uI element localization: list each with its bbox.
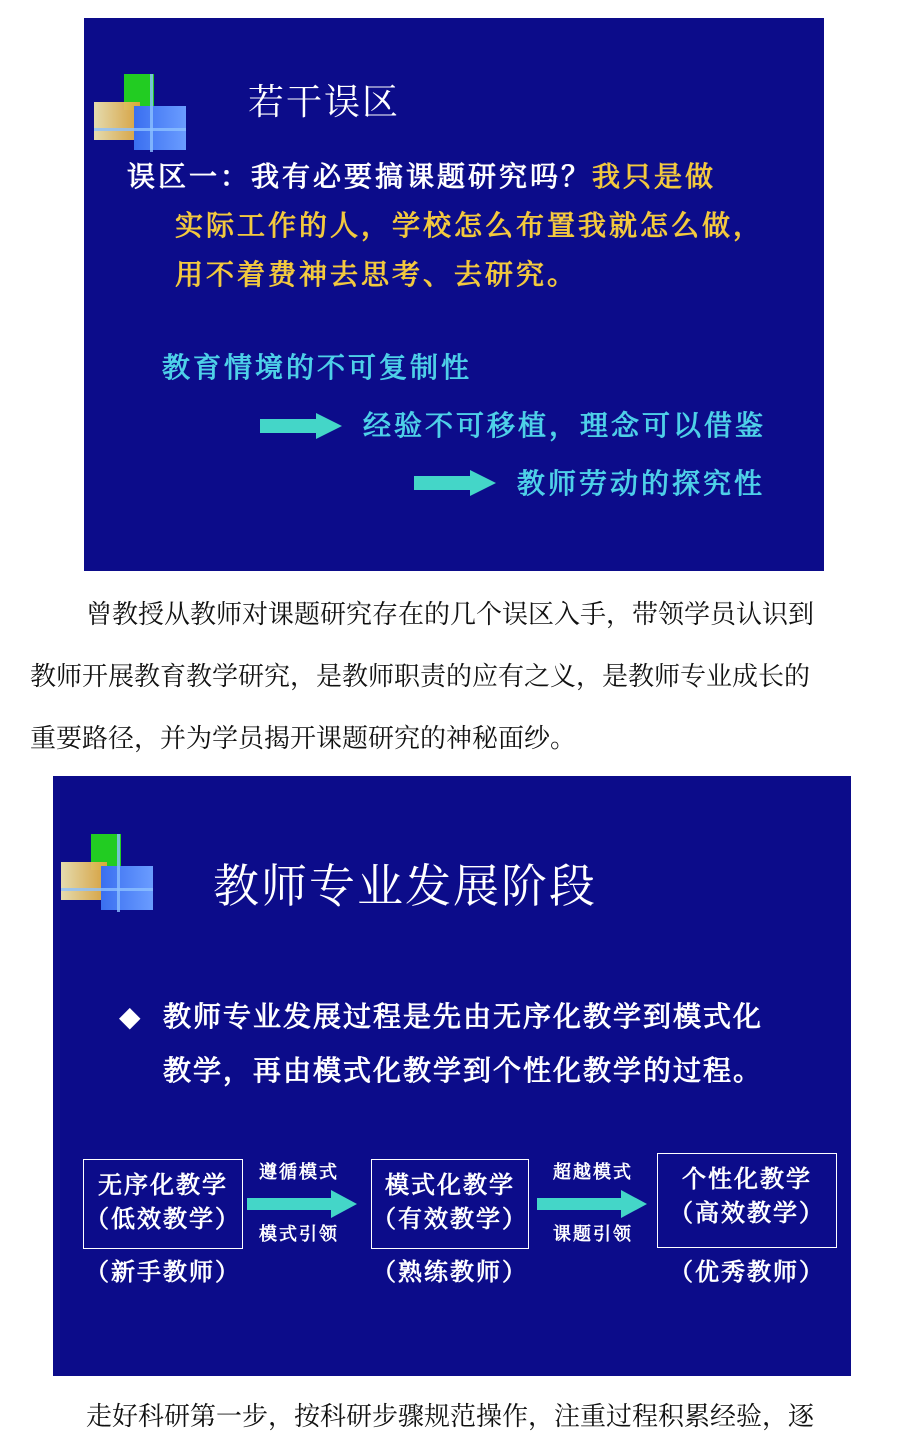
stage-quality: （低效教学） <box>85 1204 241 1233</box>
stage-box-novice <box>83 1159 243 1249</box>
point-arrow-2: 教师劳动的探究性 <box>517 467 766 500</box>
stage-quality: （有效教学） <box>372 1204 528 1233</box>
diamond-bullet-icon: ◆ <box>119 1000 143 1033</box>
right-arrow-icon <box>260 413 342 439</box>
transition-label-bottom: 模式引领 <box>259 1224 339 1245</box>
misconception-text <box>127 152 807 299</box>
stage-role: （新手教师） <box>85 1257 241 1286</box>
slide-title: 教师专业发展阶段 <box>213 859 597 913</box>
right-arrow-icon <box>537 1190 649 1218</box>
stage-box-proficient <box>371 1159 529 1249</box>
misconception-question: 误区一：我有必要搞课题研究吗？ <box>127 160 593 193</box>
right-arrow-icon <box>414 470 496 496</box>
stage-name: 模式化教学 <box>385 1170 515 1199</box>
slide-logo-icon <box>61 834 156 912</box>
paragraph-line: 教师开展教育教学研究，是教师职责的应有之义，是教师专业成长的 <box>30 662 811 692</box>
stage-name: 个性化教学 <box>682 1164 812 1193</box>
slide-title: 若干误区 <box>248 82 401 123</box>
transition-label-bottom: 课题引领 <box>553 1224 633 1245</box>
stage-role: （优秀教师） <box>669 1257 825 1286</box>
paragraph-line: 重要路径，并为学员揭开课题研究的神秘面纱。 <box>30 724 577 754</box>
misconception-answer-3: 用不着费神去思考、去研究。 <box>175 258 579 291</box>
transition-label-top: 遵循模式 <box>259 1162 339 1183</box>
paragraph-line: 曾教授从教师对课题研究存在的几个误区入手，带领学员认识到 <box>86 600 815 630</box>
bullet-line-2: 教学，再由模式化教学到个性化教学的过程。 <box>163 1054 764 1087</box>
stage-box-excellent <box>657 1153 837 1248</box>
bullet-line-1: 教师专业发展过程是先由无序化教学到模式化 <box>163 1000 764 1033</box>
stage-quality: （高效教学） <box>669 1198 825 1227</box>
misconception-answer-2: 实际工作的人，学校怎么布置我就怎么做， <box>175 209 765 242</box>
paragraph-line: 走好科研第一步，按科研步骤规范操作，注重过程积累经验，逐 <box>86 1402 815 1432</box>
misconception-answer-1: 我只是做 <box>592 160 717 193</box>
slide-logo-icon <box>94 74 189 152</box>
point-main: 教育情境的不可复制性 <box>162 351 473 384</box>
transition-label-top: 超越模式 <box>553 1162 633 1183</box>
point-arrow-1: 经验不可移植，理念可以借鉴 <box>363 409 767 442</box>
slide-misconceptions <box>84 18 824 571</box>
body-paragraph-1 <box>30 584 880 770</box>
body-paragraph-2 <box>30 1386 880 1448</box>
bullet-text <box>119 990 839 1098</box>
stage-name: 无序化教学 <box>98 1170 228 1199</box>
stage-role: （熟练教师） <box>372 1257 528 1286</box>
right-arrow-icon <box>247 1190 359 1218</box>
slide-development-stages <box>53 776 851 1376</box>
